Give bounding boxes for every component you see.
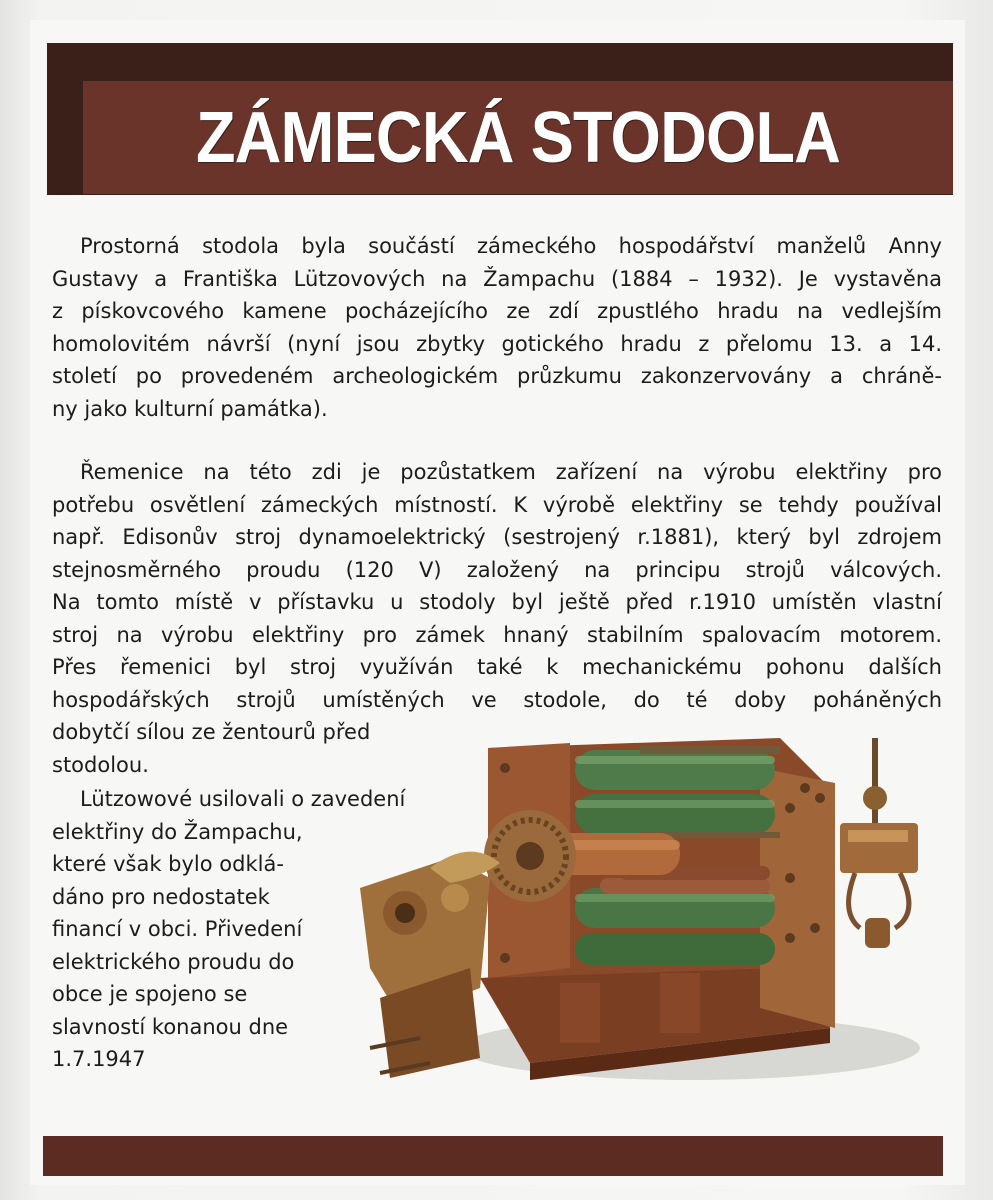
text-line: které však bylo odklá- — [52, 852, 284, 876]
text-line: Lützowové usilovali o zavedení — [80, 787, 406, 811]
text-line: Řemenice na této zdi je pozůstatkem zařízení na výrobu elektřiny pro — [80, 460, 942, 484]
text-line: ny jako kulturní památka). — [52, 396, 328, 421]
text-line: stroj na výrobu elektřiny pro zámek hnaný stabilním spalovacím motorem. — [52, 622, 942, 647]
text-line: století po provedeném archeologickém průzkumu zakonzervovány a chráně- — [52, 364, 942, 388]
text-line: Gustavy a Františka Lützovových na Žampachu (1884 – 1932). Je vystavěna — [52, 266, 942, 291]
text-line: elektrického proudu do — [52, 949, 295, 974]
text-line: 1.7.1947 — [52, 1047, 146, 1071]
text-line: stejnosměrného proudu (120 V) založený na principu strojů válcových. — [52, 557, 942, 582]
text-line: elektřiny do Žampachu, — [52, 819, 303, 844]
paragraph-history — [52, 230, 942, 425]
text-line: např. Edisonův stroj dynamoelektrický (sestrojený r.1881), který byl zdrojem — [52, 525, 942, 549]
text-line: hospodářských strojů umístěných ve stodole, do té doby poháněných — [52, 687, 942, 712]
text-line: Přes řemenici byl stroj využíván také k mechanickému pohonu dalších — [52, 655, 942, 679]
text-line: stodolou. — [52, 752, 149, 777]
dynamo-machine-illustration — [360, 728, 950, 1088]
text-line: obce je spojeno se — [52, 982, 248, 1006]
text-line: dobytčí sílou ze žentourů před — [52, 720, 371, 744]
text-line: financí v obci. Přivedení — [52, 917, 303, 941]
text-line: homolovitém návrší (nyní jsou zbytky gotického hradu z přelomu 13. a 14. — [52, 331, 942, 356]
text-line: Prostorná stodola byla součástí zámeckého hospodářství manželů Anny — [80, 234, 942, 258]
board-title: ZÁMECKÁ STODOLA — [195, 97, 841, 178]
text-line: potřebu osvětlení zámeckých místností. K výrobě elektřiny se tehdy používal — [52, 492, 942, 517]
text-line: Na tomto místě v přístavku u stodoly byl ještě před r.1910 umístěn vlastní — [52, 590, 942, 614]
text-line: dáno pro nedostatek — [52, 884, 270, 909]
bottom-bar — [43, 1136, 943, 1176]
text-line: slavností konanou dne — [52, 1014, 289, 1039]
text-line: z pískovcového kamene pocházejícího ze zdí zpustlého hradu na vedlejším — [52, 299, 942, 323]
